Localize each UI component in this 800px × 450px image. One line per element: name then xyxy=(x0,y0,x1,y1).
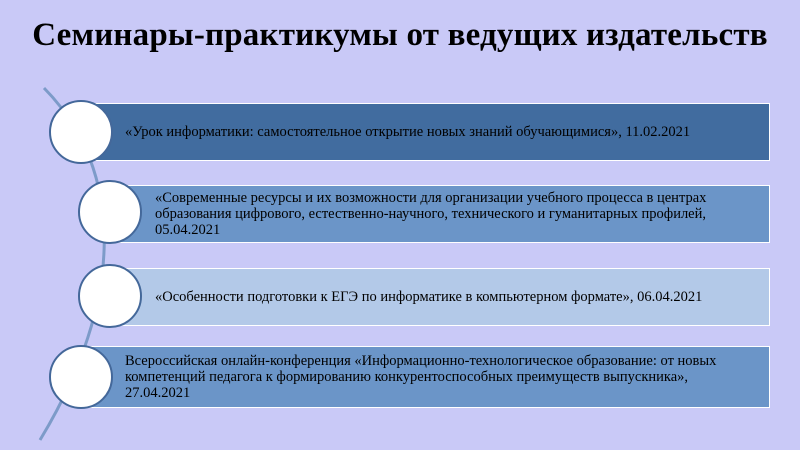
list-item-1 xyxy=(82,103,770,161)
list-item-2-text: «Современные ресурсы и их возможности для организации учебного процесса в центрах образования цифрового, естественно-научного, технического и гуманитарных профилей, 05.04.2021 xyxy=(155,190,707,238)
list-item-3 xyxy=(112,268,770,326)
list-item-2 xyxy=(112,185,770,243)
list-item-1-text: «Урок информатики: самостоятельное открытие новых знаний обучающимися», 11.02.2021 xyxy=(125,124,691,140)
bullet-circle-3 xyxy=(78,264,142,328)
list-item-4 xyxy=(82,346,770,408)
list-item-3-text: «Особенности подготовки к ЕГЭ по информатике в компьютерном формате», 06.04.2021 xyxy=(155,289,703,305)
list-item-4-text: Всероссийская онлайн-конференция «Информационно-технологическое образование: от новых компетенций педагога к формированию конкурентоспособных преимуществ выпускника», 27.04.2021 xyxy=(125,353,717,401)
bullet-circle-1 xyxy=(49,100,113,164)
bullet-circle-4 xyxy=(49,345,113,409)
bullet-circle-2 xyxy=(78,180,142,244)
slide-title: Семинары-практикумы от ведущих издательств xyxy=(32,17,768,53)
